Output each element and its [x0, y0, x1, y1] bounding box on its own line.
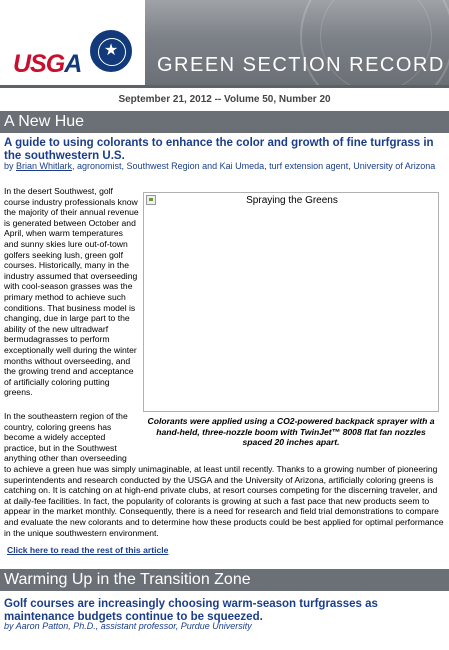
header-rule	[0, 85, 449, 88]
image-alt-text: Spraying the Greens	[246, 195, 338, 206]
author-link[interactable]: Brian Whitlark	[16, 161, 73, 171]
article-paragraph-1: In the desert Southwest, golf course industry professionals know the majority of their annual revenue is generated between October and April, when warm temperatures and sunny skies lure out-of-town golfers seeking lush, green golf courses. Historically, many in the industry assumed that overseeding with cool-season grasses was the primary method to achieve such conditions. That business model is changing, due in large part to the ability of the new ultradwarf bermudagrasses to perform exceptionally well during the winter months without overseeding, and the growing trend and acceptance of artificially coloring putting greens.	[4, 186, 139, 398]
article2-subtitle: Golf courses are increasingly choosing warm-season turfgrasses as maintenance budgets continue to be squeezed.	[4, 598, 378, 623]
article-byline: by Brian Whitlark, agronomist, Southwest Region and Kai Umeda, turf extension agent, University of Arizona	[4, 161, 436, 171]
issue-dateline: September 21, 2012 -- Volume 50, Number 20	[118, 94, 331, 105]
image-caption: Colorants were applied using a CO2-powered backpack sprayer with a hand-held, three-nozzle boom with TwinJet™ 8008 flat fan nozzles spaced 20 inches apart.	[147, 416, 435, 448]
logo-area	[0, 0, 145, 85]
read-more-link[interactable]: Click here to read the rest of this article	[7, 545, 169, 555]
article-subtitle: A guide to using colorants to enhance the color and growth of fine turfgrass in the southwestern U.S.	[4, 137, 434, 162]
section-header-a-new-hue: A New Hue	[0, 111, 449, 133]
header-banner	[0, 0, 449, 85]
publication-title: GREEN SECTION RECORD	[157, 54, 445, 76]
usga-seal-icon: ★	[90, 30, 132, 72]
section-header-transition-zone: Warming Up in the Transition Zone	[0, 569, 449, 591]
article-image	[143, 192, 439, 412]
usga-logo[interactable]: USGA	[13, 50, 82, 78]
article2-byline: by Aaron Patton, Ph.D., assistant professor, Purdue University	[4, 621, 252, 631]
article-paragraph-2-rest: to achieve a green hue was simply unimaginable, at least until recently. Thanks to a growing number of pioneering superintendents and research conducted by the USGA and the University of Arizona, artificially coloring greens is catching on. It is catching on at high-end private clubs, at resort courses competing for the discerning traveler, and at daily-fee facilities. In fact, the popularity of colorants is growing at such a fast pace that new products seem to appear in the market monthly. Consequently, there is a need for research and field trial demonstrations to compare and evaluate the new colorants and to determine how these products could be best applied for optimal performance in the unique southwestern environment.	[4, 464, 444, 538]
article-paragraph-2-start: In the southeastern region of the country, coloring greens has become a widely accepted practice, but in the Southwest anything other than overseeding	[4, 411, 128, 464]
